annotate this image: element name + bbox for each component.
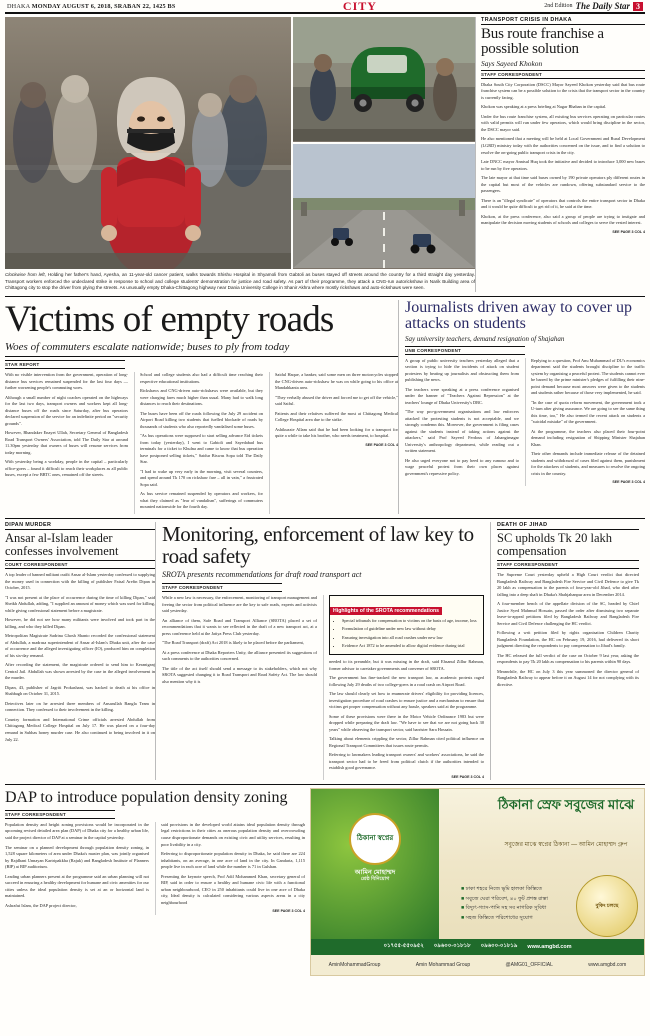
paragraph: While a new law is necessary, the enforcement, monitoring of transport management and freeing the sector from political influence are the key to safe roads, experts and activists said yesterday.	[162, 595, 317, 614]
paragraph: Following a writ petition filed by rights organisation Children Charity Bangladesh Foundation, the HC on February 19, 2016, had delivered its short judgment directing the respondents to pay compensation to Jihad's family.	[497, 630, 639, 649]
ad-logo	[325, 813, 425, 882]
ad-contact-strip[interactable]	[311, 939, 644, 955]
paragraph: The government has fine-tracked the new transport law, as academic protests raged following July 29 deaths of two college-goers in a road crash on Airport Road.	[329, 675, 484, 687]
main-column-2	[134, 372, 263, 514]
paragraph: School and college students also had a difficult time reaching their respective educational institutions.	[140, 372, 263, 384]
paragraph: At a press conference at Dhaka Reporters Unity, the alliance presented its suggestions of such comments to the authorities concerned.	[162, 649, 317, 662]
paragraph: Presenting the keynote speech, Prof Adil Mohammed Khan, secretary general of BIP, said in order to ensure a healthy and humane civic life with a functional urban neighbourhood, CEO in 250 inhabitants could live in one acre of Dhaka city, Ideal density is calculated considering various aspects areas in a city neighbourhood	[161, 873, 305, 905]
ad-phone[interactable]: ০৯৬০০-০১৮১৮	[433, 943, 471, 950]
paragraph: "I had to wake up very early in the morning, visit several counters, and spend around Tk 170 on rickshaw fare – all in vain," a frustrated Sopa said.	[140, 468, 263, 487]
dipan-story	[5, 522, 155, 780]
paragraph: Referring to disproportionate population density in Dhaka, he said there are 224 inhabitants, on an average, in one acre of land in the city. In Gandaria, 1,115 people live in each acre of land while the number is 71 in Gulshan.	[161, 851, 305, 870]
masthead-date-text: MONDAY AUGUST 6, 2018, SRABAN 22, 1425 BS	[31, 2, 176, 10]
paragraph: Some of these provisions were there in the Motor Vehicle Ordinance 1983 but were dropped while preparing the draft law. "We have to see that we are not going back 30 years" while observing the transport sector, said barrister Sara Hossain.	[329, 713, 484, 732]
paragraph: Khokon was speaking at a press briefing at Nagar Bhaban in the capital.	[481, 104, 607, 110]
main-jumpline[interactable]: SEE PAGE 3 COL 4	[365, 442, 398, 447]
photo-illustration-autorickshaw-attack	[293, 17, 475, 141]
journalists-story	[398, 300, 645, 514]
victims-story	[5, 300, 398, 514]
ad-bullet: ■ সহজ কিস্তিতে পরিশোধের সুযোগ	[461, 914, 645, 924]
paragraph: The teachers were speaking at a press conference organised under the banner of "Teachers Against Repression" at the teachers' lounge of Dhaka University's DBC.	[405, 386, 519, 405]
ad-phone[interactable]: ০৯৬০০-০১৮১৯	[480, 943, 518, 950]
transport-crisis-subhead: Says Sayeed Khokon	[481, 58, 543, 68]
transport-crisis-kicker: TRANSPORT CRISIS IN DHAKA	[481, 17, 645, 25]
ad-booking-badge[interactable]: বুকিং চলছে	[576, 875, 638, 937]
photo-caption-text: Holding her father's hand, Ayesha, an 11-year-old cancer patient, walks towards Shishu Hospital in Shyamoli from Gabtoli as buses stayed off streets around the country for a third straight day yesterday. Transport workers enforced the undeclared strike in response to school and college students' demonstration for justice and road safety. As part of their programme, they attack a CNG-run autorickshaw in Narik Building area of Chittagong city to stop the driver from plying the streets. As unusually empty Dhaka-Chittagong highway near Dania University College in Shanir Akhra where mostly rickshaws and auto-rickshaws were seen.	[5, 272, 475, 291]
dap-column-1	[5, 822, 149, 915]
paragraph: The title of the act itself should send a message to its stakeholders, which not why SROTA suggested changing it to Road Transport and Road Safety Act. The law should also mention why it is	[162, 665, 317, 684]
paper-logo: The Daily Star	[575, 1, 630, 11]
middle-band	[5, 518, 645, 780]
photo-illustration-girl-mask	[5, 17, 291, 269]
ad-phone[interactable]: ০১৭৫৫-৫৫০৯৫২	[383, 943, 424, 950]
paragraph: The HC released the full verdict of the case on October 9 last year, asking the respondents to pay Tk 20 lakh as compensation to his parents within 90 days.	[497, 652, 639, 665]
srota-box-title: Highlights of the SROTA recommendations	[330, 607, 442, 615]
paragraph: "I was not present at the place of occurrence during the time of killing Dipan," said Sheikh Abdullah, adding, "I supplied an amount of money which was used for killing, while giving confessional statement before a magistrate.	[5, 594, 155, 613]
monitoring-headline[interactable]: Monitoring, enforcement of law key to road safety	[162, 521, 474, 568]
ad-subheadline: সবুজের মাঝে স্বপ্নের ঠিকানা — আমিন মোহাম্মদ গ্রুপ	[504, 842, 628, 849]
ad-logo-circle-text: ঠিকানা স্বপ্নের	[356, 835, 394, 843]
transport-crisis-jumpline[interactable]: SEE PAGE 3 COL 4	[612, 229, 645, 234]
jihad-body	[497, 572, 639, 688]
paragraph: A top leader of banned militant outfit Ansar al-Islam yesterday confessed to supplying the money used in connection with the killing of publisher Faisal Arefin Dipan in October, 2015.	[5, 572, 155, 591]
section-title: CITY	[342, 0, 377, 13]
paragraph: The law should clearly set how to enumerate drivers' eligibility for providing licences, investigation procedure of road crashes to ensure justice and a mechanism to ensure that victims get proper compensation without any hassle, speakers said at the programme.	[329, 691, 484, 710]
ad-headline: ঠিকানা স্রেফ সবুজের মাঝে	[497, 797, 635, 813]
jihad-headline[interactable]: SC upholds Tk 20 lakh compensation	[497, 530, 613, 559]
facebook-icon-label[interactable]: AminMohammadGroup	[328, 962, 381, 969]
paragraph: "The Road Transport (draft) Act 2018 is likely to be placed before the parliament,	[162, 640, 304, 646]
paragraph: Population density and height zoning provisions would be incorporated in the upcoming revised detailed area plan (DAP) of Dhaka city for a healthy urban life, said the project director of DAP at a seminar in the capital yesterday.	[5, 821, 149, 840]
lead-photo-secondary	[293, 17, 475, 142]
journalists-column-2	[525, 358, 645, 486]
paragraph: As bus service remained suspended by operators and workers, for what they claimed as "fear of vandalism", sufferings of commuters mounted nationwide for the fourth day.	[140, 491, 263, 510]
paragraph: However, Bhandaker Enayet Ullah, Secretary General of Bangladesh Road Transport Owners' Association, told The Daily Star at around 11.30pm yesterday that owners of buses will resume services from today morning.	[5, 430, 128, 455]
paragraph: Under the bus route franchise system, all existing bus services operating on particular routes with valid permits will run under few operators, which would bring discipline in the sector, the DSCC mayor said.	[481, 113, 645, 132]
advertisement[interactable]	[305, 788, 645, 976]
paragraph: Rickshaws and CNG-driven auto-rickshaws were available, but they were charging fares much higher than usual. Many had to walk long distances to reach their destinations.	[140, 388, 263, 407]
paragraph: Dhaka South City Corporation (DSCC) Mayor Sayeed Khokon yesterday said that bus route franchise system can be a possible solution to the crisis that the transport sector in the country is currently facing.	[481, 81, 645, 100]
paragraph: Referring to lawmakers leading transport owners' and workers' associations, he said the transport sector had to be freed from political clutch if the authorities intended to establish good governance.	[329, 752, 484, 771]
paragraph: A four-member bench of the appellate division of the SC, headed by Chief Justice Syed Mahmud Hossain, passed the order after dismissing two separate leave-to-appeal petitions filed by Bangladesh Railway and Bangladesh Fire Service and Civil Defence challenging the HC verdict.	[497, 601, 639, 626]
paragraph: However, he did not see how many militants were involved and took part in the killing, and who they killed Dipan.	[5, 617, 155, 629]
paragraph: The late mayor at that time said buses owned by 190 private operators ply different routes in the capital but most of the vehicles are rundown, offering substandard service to the passengers.	[481, 175, 645, 194]
journalists-headline[interactable]: Journalists driven away to cover up attacks on students	[405, 298, 633, 333]
dipan-body	[5, 572, 155, 743]
paragraph: Ashrafut Islam, the DAP project director,	[5, 902, 77, 908]
monitoring-byline: STAFF CORRESPONDENT	[162, 583, 282, 592]
main-column-3	[269, 372, 398, 514]
masthead-city: DHAKA	[7, 2, 30, 10]
lead-photo-main	[5, 17, 291, 269]
journalists-subhead: Say university teachers, demand resignation of Shajahan	[405, 334, 565, 343]
edition-label: 2nd Edition	[544, 3, 573, 9]
monitoring-column-1	[162, 595, 317, 780]
lead-photo-tertiary	[293, 144, 475, 269]
main-subhead: Woes of commuters escalate nationwide; buses to ply from today	[5, 341, 290, 354]
ad-bullet: ■ বিদ্যুৎ-গ্যাস-পানি সহ সব নাগরিক সুবিধা	[461, 904, 645, 914]
paragraph: needed to its preamble, but it was missing in the draft, said Ehsanul Zillur Rahman, former advisor to caretaker governments and convener of SROTA.	[329, 659, 484, 671]
transport-crisis-headline[interactable]: Bus route franchise a possible solution	[481, 26, 604, 58]
photo-illustration-empty-highway	[293, 144, 475, 268]
paragraph: Detectives later on he arrested three members of Ansarullah Bangla Team in connection. They confessed to their involvement in the killing.	[5, 700, 155, 713]
ad-bullet: ■ ঢাকা শহরে নিজে ভূমি হালকা কিস্তিতে	[461, 885, 645, 895]
paragraph: After recording the statement, the magistrate ordered to send him to Keraniganj Central Jail. Abdullah was shown arrested by the case in the alleged involvement in the murder.	[5, 662, 155, 681]
monitoring-column-2	[323, 595, 484, 780]
ad-logo-subtext: শ্রেষ্ঠ বিনিয়োগ	[360, 875, 390, 882]
paragraph: "In the case of quota reform movement, the government took a U-turn after giving assurance. We are going to see the same thing this time, too," He also termed the recent attack on students a "suicidal mistake" of the government.	[531, 399, 645, 425]
main-column-1	[5, 372, 128, 514]
journalists-column-1	[405, 358, 519, 486]
paragraph: An alliance of them, Safe Road and Transport Alliance (SROTA) placed a set of recommendations that it wants to see reflected in the draft of a new transport act, at a press conference held at the Jatiya Press Club yesterday.	[162, 617, 317, 636]
srota-highlights-box	[329, 595, 484, 655]
paragraph: Country formation and International Crime officials arrested Abdullah from Chittagong Medical College Hospital on July 17. He was placed on a four-day remand in Subhas honey murder case. He also continued to being involved in it on July 22.	[5, 716, 155, 742]
paragraph: "They verbally abused the driver and forced me to get off the vehicle," said Saiful.	[275, 394, 398, 407]
paragraph: Although a small number of night coaches operated on the highways for the last two days, transport owners and workers kept all long-distance buses off the roads since Saturday, after bus operators declared suspension of the service for an indefinite period on "security grounds".	[5, 394, 128, 426]
paragraph: Ashikuzzie Allam said that he had been looking for a transport for quite a while to take his brother, who needs treatment, to hospital.	[275, 426, 398, 439]
paragraph: Replying to a question, Prof Anu Muhammad of DU's economics department said the students brought discipline to the traffic system by organising a peaceful protest. The students cannot ever be barred by the prime minister's pledges of fulfilling their nine-point demand because most answers were given to the students and students rather because of those very implemented, he said.	[531, 357, 645, 396]
srota-box-item: • Ensuring investigation into all road crashes under new law	[342, 635, 479, 641]
bottom-section	[5, 784, 645, 976]
twitter-icon-label[interactable]: @AMG01_OFFICIAL	[505, 962, 553, 969]
dap-jumpline[interactable]: SEE PAGE 3 COL 4	[272, 909, 305, 914]
photo-caption-lead: Clockwise from left,	[5, 272, 46, 277]
journalists-jumpline[interactable]: SEE PAGE 3 COL 4	[612, 480, 645, 485]
main-story-section	[5, 296, 645, 514]
paragraph: Their other demands include immediate release of the detained students and withdrawal of cases filed against them, punishment for the attackers of students, and measures to resolve the ongoing crisis in the country.	[531, 451, 645, 476]
lead-photo-block	[5, 17, 475, 292]
ad-website[interactable]: www.amgbd.com	[527, 944, 572, 951]
paragraph: Saidul Haque, a banker, said some men on three motorcycles stopped the CNG-driven auto-rickshaw he was on while going to his office at Mandahkanta area.	[275, 372, 398, 391]
main-byline: STAR REPORT	[5, 360, 125, 369]
paragraph: With no visible intervention from the government, operation of long-distance bus services remained suspended for the last four days — further worsening people's commuting woes.	[5, 372, 128, 391]
paragraph: Leading urban planners present at the programme said an urban planning will not succeed in ensuring a healthy development for humane and civic amenities for our cities unless the ideal population density is set at an or horizontal land is maintained.	[5, 873, 149, 899]
srota-box-item: • Special tribunals for compensation to victims on the basis of age, income, loss	[342, 618, 479, 624]
dipan-byline: COURT CORRESPONDENT	[5, 560, 155, 569]
top-section	[5, 17, 645, 292]
dipan-headline[interactable]: Ansar al-Islam leader confesses involvement	[5, 530, 119, 559]
transport-crisis-byline: STAFF CORRESPONDENT	[481, 70, 645, 79]
paragraph: The Supreme Court yesterday upheld a High Court verdict that directed Bangladesh Railway and Bangladesh Fire Service and Civil Defence to give Tk 20 lakh as compensation to the parents of four-year-old Jihad, who died after falling into a deep shaft in Dhaka's Shahjahanpur area in December 2014.	[497, 572, 639, 597]
srota-box-item: • Evidence Act 1872 to be amended to allow digital evidence during trial	[342, 643, 479, 649]
srota-box-item: • Formulation of guideline under new law without delay	[342, 626, 479, 632]
paragraph: Dipan, 43, publisher of Jagriti Prokashani, was hacked to death at his office in Shahbagh on October 31, 2015.	[5, 684, 155, 697]
paragraph: He also mentioned that a meeting will be held at Local Government and Rural Development (LGRD) ministry today with the authorities concerned on the issue, and to find a solution to resolve the on-going public transport crisis in the city.	[481, 136, 645, 155]
paragraph: There is an "illegal syndicate" of operators that controls the entire transport sector in Dhaka and it would be quite difficult to get rid of it, he said at the time.	[481, 197, 645, 210]
journalists-byline: UNB CORRESPONDENT	[405, 346, 525, 355]
dap-story	[5, 788, 305, 976]
globe-icon-label[interactable]: www.amgbd.com	[588, 962, 627, 969]
ad-social-footer[interactable]	[311, 955, 644, 975]
jihad-story	[491, 522, 639, 780]
paragraph: Meanwhile, the HC on July 3 this year summoned the director general of Bangladesh Railway to appear before it on August 14 for not complying with its directive.	[497, 668, 639, 687]
youtube-icon-label[interactable]: Amin Mohammad Group	[415, 962, 471, 969]
monitoring-story	[155, 522, 491, 780]
paragraph: "The way pro-government organisations and law enforcers attacked the protesting students is not acceptable, and we strongly condemn this. Moreover, the government is filing cases against the students instead of taking actions against the attackers," said Prof Sayeed Ferdous of Jahangirnagar University's anthropology department, while reading out a written statement.	[405, 409, 519, 454]
paragraph: Late DNCC mayor Annisul Huq took the initiative and decided to introduce 3,000 new buses to be run by five operators.	[481, 159, 645, 171]
masthead-date	[7, 3, 176, 10]
ad-bullet: ■ সবুজে ঘেরা পরিবেশ, ৪০ ফুট প্রশস্ত রাস্তা	[461, 895, 645, 905]
paragraph: Khokon, at the press conference, also said a group of people are trying to instigate and manipulate the decision moving students of schools and colleges to serve the vested interest.	[481, 213, 645, 226]
paragraph: Talking about elements crippling the sector, Zillur Rahman cited political influence on Regional Transport Committees that issues route permits.	[329, 736, 484, 748]
monitoring-subhead: SROTA presents recommendations for draft road transport act	[162, 570, 362, 580]
dap-byline: STAFF CORRESPONDENT	[5, 810, 115, 819]
paragraph: The buses have been off the roads following the July 29 accident on Airport Road killing two students that fuelled blockade of roads by thousands of students who also reportedly vandalised some buses.	[140, 410, 263, 429]
paragraph: At the programme, the teachers also placed their four-point demand including resignation of Shipping Minister Shajahan Khan.	[531, 428, 645, 447]
jihad-byline: STAFF CORRESPONDENT	[497, 560, 639, 569]
paragraph: A group of public university teachers yesterday alleged that a section is trying to hide the incidents of attack on student protesters by beating up journalists and obstructing them from publishing the news.	[405, 357, 519, 383]
paragraph: said provisions in the developed world attains ideal population density through legal restrictions in their cities as onerous population density and overcrowding cause disproportionate demands on existing civic and utility services, resulting in poor livability in a city.	[161, 821, 305, 847]
paragraph: Metropolitan Magistrate Sadrina Ghosh Shanto recorded the confessional statement of Abdullah, a madrasa superintendent of Ansar al-Islam's Dhaka unit, after the case of occurrence and the alleged investigating officer (IO), produced him on completion of his six-day remand.	[5, 633, 155, 658]
paragraph: He also urged everyone not to pay heed to any rumour and to wage peaceful protest from their own places against government's repressive policy.	[405, 457, 519, 476]
monitoring-jumpline[interactable]: SEE PAGE 3 COL 4	[451, 774, 484, 779]
main-headline[interactable]: Victims of empty roads	[5, 298, 334, 340]
photo-caption	[5, 272, 475, 292]
paragraph: With yesterday being a workday, people in the capital – particularly office-goers – found it difficult to reach their workplaces as all public buses, except a few BRTC ones, remained off the streets.	[5, 459, 128, 478]
ad-logo-text: আমিন মোহাম্মদ	[354, 869, 396, 877]
dap-headline[interactable]: DAP to introduce population density zoning	[5, 789, 288, 807]
page-number: 3	[633, 2, 643, 11]
paragraph: Patients and their relatives suffered the most at Chittagong Medical College Hospital area due to the strike.	[275, 410, 398, 423]
jihad-kicker: DEATH OF JIHAD	[497, 522, 639, 530]
paragraph: The seminar on a planned development through population density zoning, in 1,528 square kilometers of area under Dhaka's master plan, was jointly organised by Rajdhani Unnayan Kartripakkha (Rajuk) and Bangladesh Institute of Planners (BIP) at BIP auditorium.	[5, 844, 149, 870]
masthead	[5, 0, 645, 14]
paragraph: "As bus operations were supposed to start selling advance Eid tickets from today (yesterday), I went to Gabtoli and Sayedabad bus terminals for a ticket to Khulna and came to know that bus operation have postponed selling tickets," Saidur Biswas Sopa told The Daily Star.	[140, 433, 263, 465]
dipan-kicker: DIPAN MURDER	[5, 522, 155, 530]
dap-column-2	[155, 822, 305, 915]
transport-crisis-body	[481, 82, 645, 227]
transport-crisis-story	[475, 17, 645, 292]
